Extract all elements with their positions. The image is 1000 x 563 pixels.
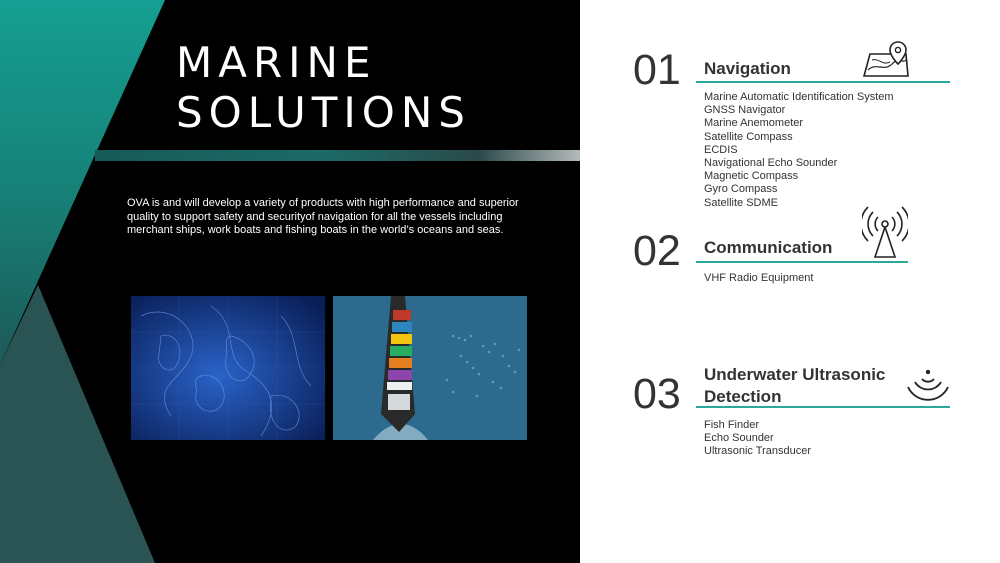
list-item: Fish Finder: [704, 419, 760, 431]
list-item: Echo Sounder: [704, 432, 774, 445]
navigation-product-list: [704, 91, 894, 210]
list-item: Magnetic Compass: [704, 170, 799, 183]
section-number-01: 01: [633, 46, 681, 94]
section-title-navigation: Navigation: [704, 59, 791, 78]
hero-description: OVA is and will develop a variety of products with high performance and superior quality to support safety and securityof navigation for all the vessels including merchant ships, work boats and fishing boats in the world’s oceans and seas.: [127, 197, 519, 236]
list-item: GNSS Navigator: [704, 104, 786, 117]
section-title-communication: Communication: [704, 238, 833, 257]
communication-product-list: [704, 272, 813, 285]
section-title-underwater: [704, 364, 885, 408]
list-item: ECDIS: [704, 143, 738, 156]
contour-map-image: [131, 296, 325, 440]
section-divider-03: [696, 406, 950, 408]
list-item: VHF Radio Equipment: [704, 272, 814, 284]
cargo-ship-image: [333, 296, 527, 440]
list-item: Navigational Echo Sounder: [704, 157, 838, 170]
section-divider-02: [696, 261, 908, 263]
sonar-wave-icon: [905, 367, 951, 403]
list-item: Marine Anemometer: [704, 117, 804, 130]
title-line-1: MARINE: [176, 38, 377, 87]
page-title: [176, 38, 471, 138]
map-pin-icon: [862, 40, 910, 78]
list-item: Gyro Compass: [704, 183, 778, 196]
title-line-2: SOLUTIONS: [176, 88, 471, 137]
list-item: Marine Automatic Identification System: [704, 91, 894, 103]
underwater-product-list: [704, 419, 811, 459]
section-divider-01: [696, 81, 950, 83]
section-title-line-2: Detection: [704, 387, 782, 406]
radio-tower-icon: [862, 206, 908, 260]
section-number-03: 03: [633, 370, 681, 418]
list-item: Ultrasonic Transducer: [704, 445, 811, 458]
list-item: Satellite SDME: [704, 196, 778, 209]
accent-band: [95, 150, 580, 161]
list-item: Satellite Compass: [704, 130, 793, 143]
section-number-02: 02: [633, 227, 681, 275]
section-title-line-1: Underwater Ultrasonic: [704, 365, 886, 384]
